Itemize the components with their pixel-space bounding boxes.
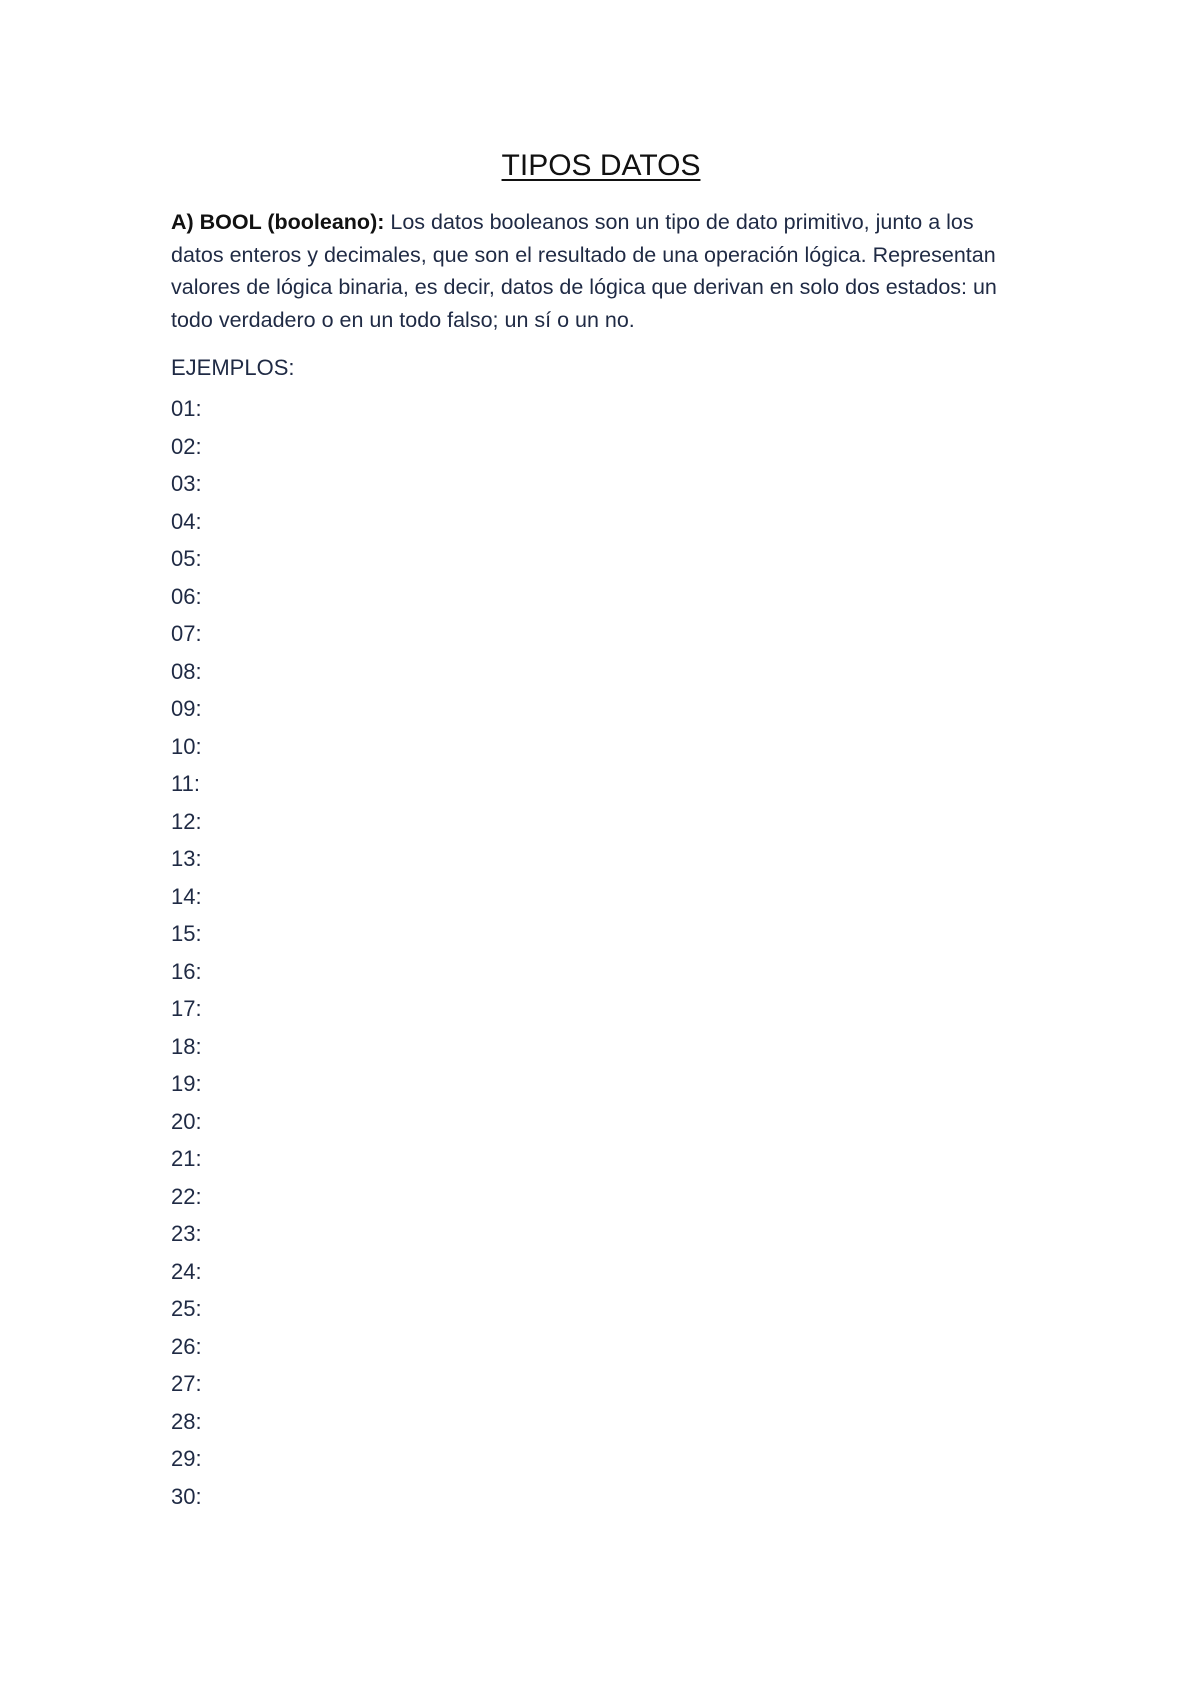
example-item: 24: [171, 1258, 202, 1284]
example-item: 01: [171, 396, 202, 421]
example-item: 13: [171, 846, 202, 871]
example-item: 25: [171, 1296, 202, 1321]
example-item: 17: [171, 996, 202, 1021]
example-item: 09: [171, 696, 202, 721]
example-item: 07: [171, 621, 202, 646]
example-item: 10: [171, 733, 202, 759]
example-item: 12: [171, 808, 202, 834]
page-title: TIPOS DATOS [501, 149, 701, 182]
example-item: 26: [171, 1333, 202, 1359]
example-item: 29: [171, 1446, 202, 1471]
examples-heading: EJEMPLOS: [171, 355, 295, 380]
example-item: 14: [171, 883, 202, 909]
example-item: 30: [171, 1483, 202, 1509]
example-item: 27: [171, 1371, 202, 1396]
example-item: 28: [171, 1408, 202, 1434]
example-item: 22: [171, 1183, 202, 1209]
example-item: 16: [171, 958, 202, 984]
section-body: Los datos booleanos son un tipo de dato primitivo, junto a los datos enteros y decimales, que son el resultado de una operación lógica. Representan valores de lógica binaria, es decir, datos de lógica que derivan en solo dos estados: un todo verdadero o en un todo falso; un sí o un no. [171, 210, 997, 332]
example-item: 18: [171, 1033, 202, 1059]
definition-paragraph [171, 206, 1031, 336]
section-lead: A) BOOL (booleano): [171, 210, 385, 234]
example-item: 06: [171, 583, 202, 609]
example-list [171, 390, 202, 1515]
example-item: 08: [171, 658, 202, 684]
example-item: 20: [171, 1108, 202, 1134]
example-item: 03: [171, 471, 202, 496]
example-item: 11: [171, 771, 200, 796]
example-item: 19: [171, 1071, 202, 1096]
example-item: 15: [171, 921, 202, 946]
example-item: 02: [171, 433, 202, 459]
example-item: 21: [171, 1146, 202, 1171]
example-item: 05: [171, 546, 202, 571]
example-item: 23: [171, 1221, 202, 1246]
example-item: 04: [171, 508, 202, 534]
